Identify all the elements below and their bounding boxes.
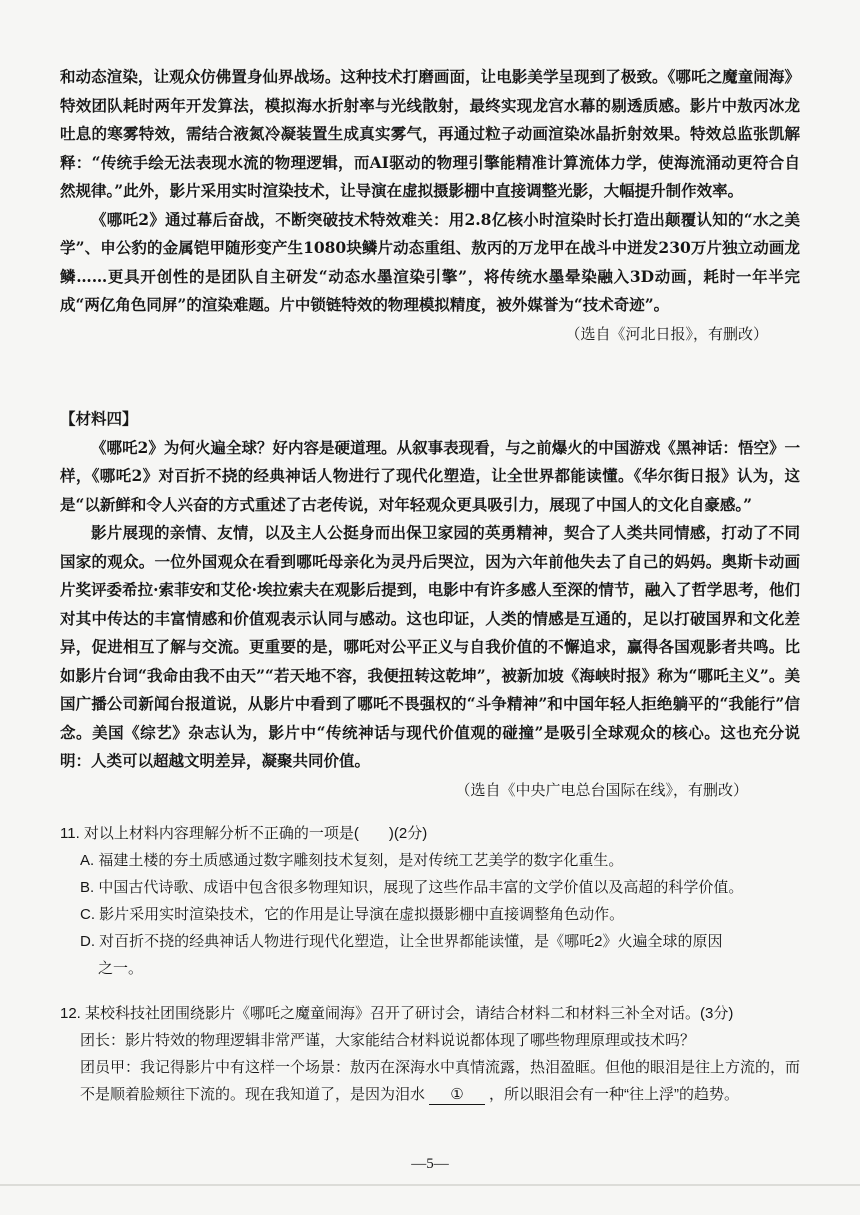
q11-option-d: D. 对百折不挠的经典神话人物进行现代化塑造，让全世界都能读懂，是《哪吒2》火遍全球的原因: [80, 933, 723, 950]
page-number: —5—: [411, 1156, 449, 1172]
paragraph-vfx-details: 和动态渲染，让观众仿佛置身仙界战场。这种技术打磨画面，让电影美学呈现到了极致。《哪吒之魔童闹海》特效团队耗时两年开发算法，模拟海水折射率与光线散射，最终实现龙宫水幕的剔透质感。影片中敖丙冰龙吐息的寒雾特效，需结合液氮冷凝装置生成真实雾气，再通过粒子动画渲染冰晶折射效果。特效总监张凯解释：“传统手绘无法表现水流的物理逻辑，而AI驱动的物理引擎能精准计算流体力学，使海流涌动更符合自然规律。”此外，影片采用实时渲染技术，让导演在虚拟摄影棚中直接调整光影，大幅提升制作效率。: [60, 67, 800, 200]
q12-stem: 12. 某校科技社团围绕影片《哪吒之魔童闹海》召开了研讨会，请结合材料二和材料三补全对话。(3分): [60, 1005, 734, 1022]
q12-dialogue-leader: 团长：影片特效的物理逻辑非常严谨，大家能结合材料说说都体现了哪些物理原理或技术吗？: [80, 1032, 696, 1049]
q11-stem: 11. 对以上材料内容理解分析不正确的一项是( )(2分): [60, 825, 428, 842]
material3-continued: [60, 63, 800, 348]
q12-member-text: 团员甲：我记得影片中有这样一个场景：敖丙在深海水中真情流露，热泪盈眶。但他的眼泪是往上方流的，而不是顺着脸颊往下流的。现在我知道了，是因为泪水: [80, 1059, 801, 1103]
answer-blank-1[interactable]: ①: [429, 1086, 485, 1105]
q11-option-b: B. 中国古代诗歌、成语中包含很多物理知识，展现了这些作品丰富的文学价值以及高超的科学价值。: [80, 879, 744, 896]
q12-member-text-end: ，所以眼泪会有一种“往上浮”的趋势。: [489, 1086, 740, 1103]
q11-option-c: C. 影片采用实时渲染技术，它的作用是让导演在虚拟摄影棚中直接调整角色动作。: [80, 906, 625, 923]
question-12: [60, 1000, 800, 1108]
page-bottom-divider: [0, 1184, 860, 1186]
paragraph-global-popularity: 《哪吒2》为何火遍全球？好内容是硬道理。从叙事表现看，与之前爆火的中国游戏《黑神话：悟空》一样，《哪吒2》对百折不挠的经典神话人物进行了现代化塑造，让全世界都能读懂。《华尔街日报》认为，这是“以新鲜和令人兴奋的方式重述了古老传说，对年轻观众更具吸引力，展现了中国人的文化自豪感。”: [60, 437, 800, 514]
paragraph-shared-emotions: 影片展现的亲情、友情，以及主人公挺身而出保卫家园的英勇精神，契合了人类共同情感，打动了不同国家的观众。一位外国观众在看到哪吒母亲化为灵丹后哭泣，因为六年前他失去了自己的妈妈。奥斯卡动画片奖评委希拉·索菲安和艾伦·埃拉索夫在观影后提到，电影中有许多感人至深的情节，融入了哲学思考，他们对其中传达的丰富情感和价值观表示认同与感动。这也印证，人类的情感是互通的，足以打破国界和文化差异，促进相互了解与交流。更重要的是，哪吒对公平正义与自我价值的不懈追求，赢得各国观影者共鸣。比如影片台词“我命由我不由天”“若天地不容，我便扭转这乾坤”，被新加坡《海峡时报》称为“哪吒主义”。美国广播公司新闻台报道说，从影片中看到了哪吒不畏强权的“斗争精神”和中国年轻人拒绝躺平的“我能行”信念。美国《综艺》杂志认为，影片中“传统神话与现代价值观的碰撞”是吸引全球观众的核心。这也充分说明：人类可以超越文明差异，凝聚共同价值。: [60, 523, 800, 770]
q11-option-a: A. 福建土楼的夯土质感通过数字雕刻技术复刻，是对传统工艺美学的数字化重生。: [80, 852, 624, 869]
q11-option-d-continued: 之一。: [98, 960, 144, 977]
question-11: [60, 820, 800, 982]
paragraph-tech-breakthrough: 《哪吒2》通过幕后奋战，不断突破技术特效难关：用2.8亿核小时渲染时长打造出颠覆认知的“水之美学”、申公豹的金属铠甲随形变产生1080块鳞片动态重组、敖丙的万龙甲在战斗中迸发230万片独立动画龙鳞……更具开创性的是团队自主研发“动态水墨渲染引擎”，将传统水墨晕染融入3D动画，耗时一年半完成“两亿角色同屏”的渲染难题。片中锁链特效的物理模拟精度，被外媒誉为“技术奇迹”。: [60, 209, 800, 314]
material4-heading: 【材料四】: [60, 409, 138, 428]
q12-dialogue-member: [60, 1054, 800, 1108]
source-citation-hebei: （选自《河北日报》，有删改）: [565, 324, 768, 343]
material4-section: [60, 405, 800, 804]
source-citation-cctv: （选自《中央广电总台国际在线》，有删改）: [455, 780, 748, 799]
